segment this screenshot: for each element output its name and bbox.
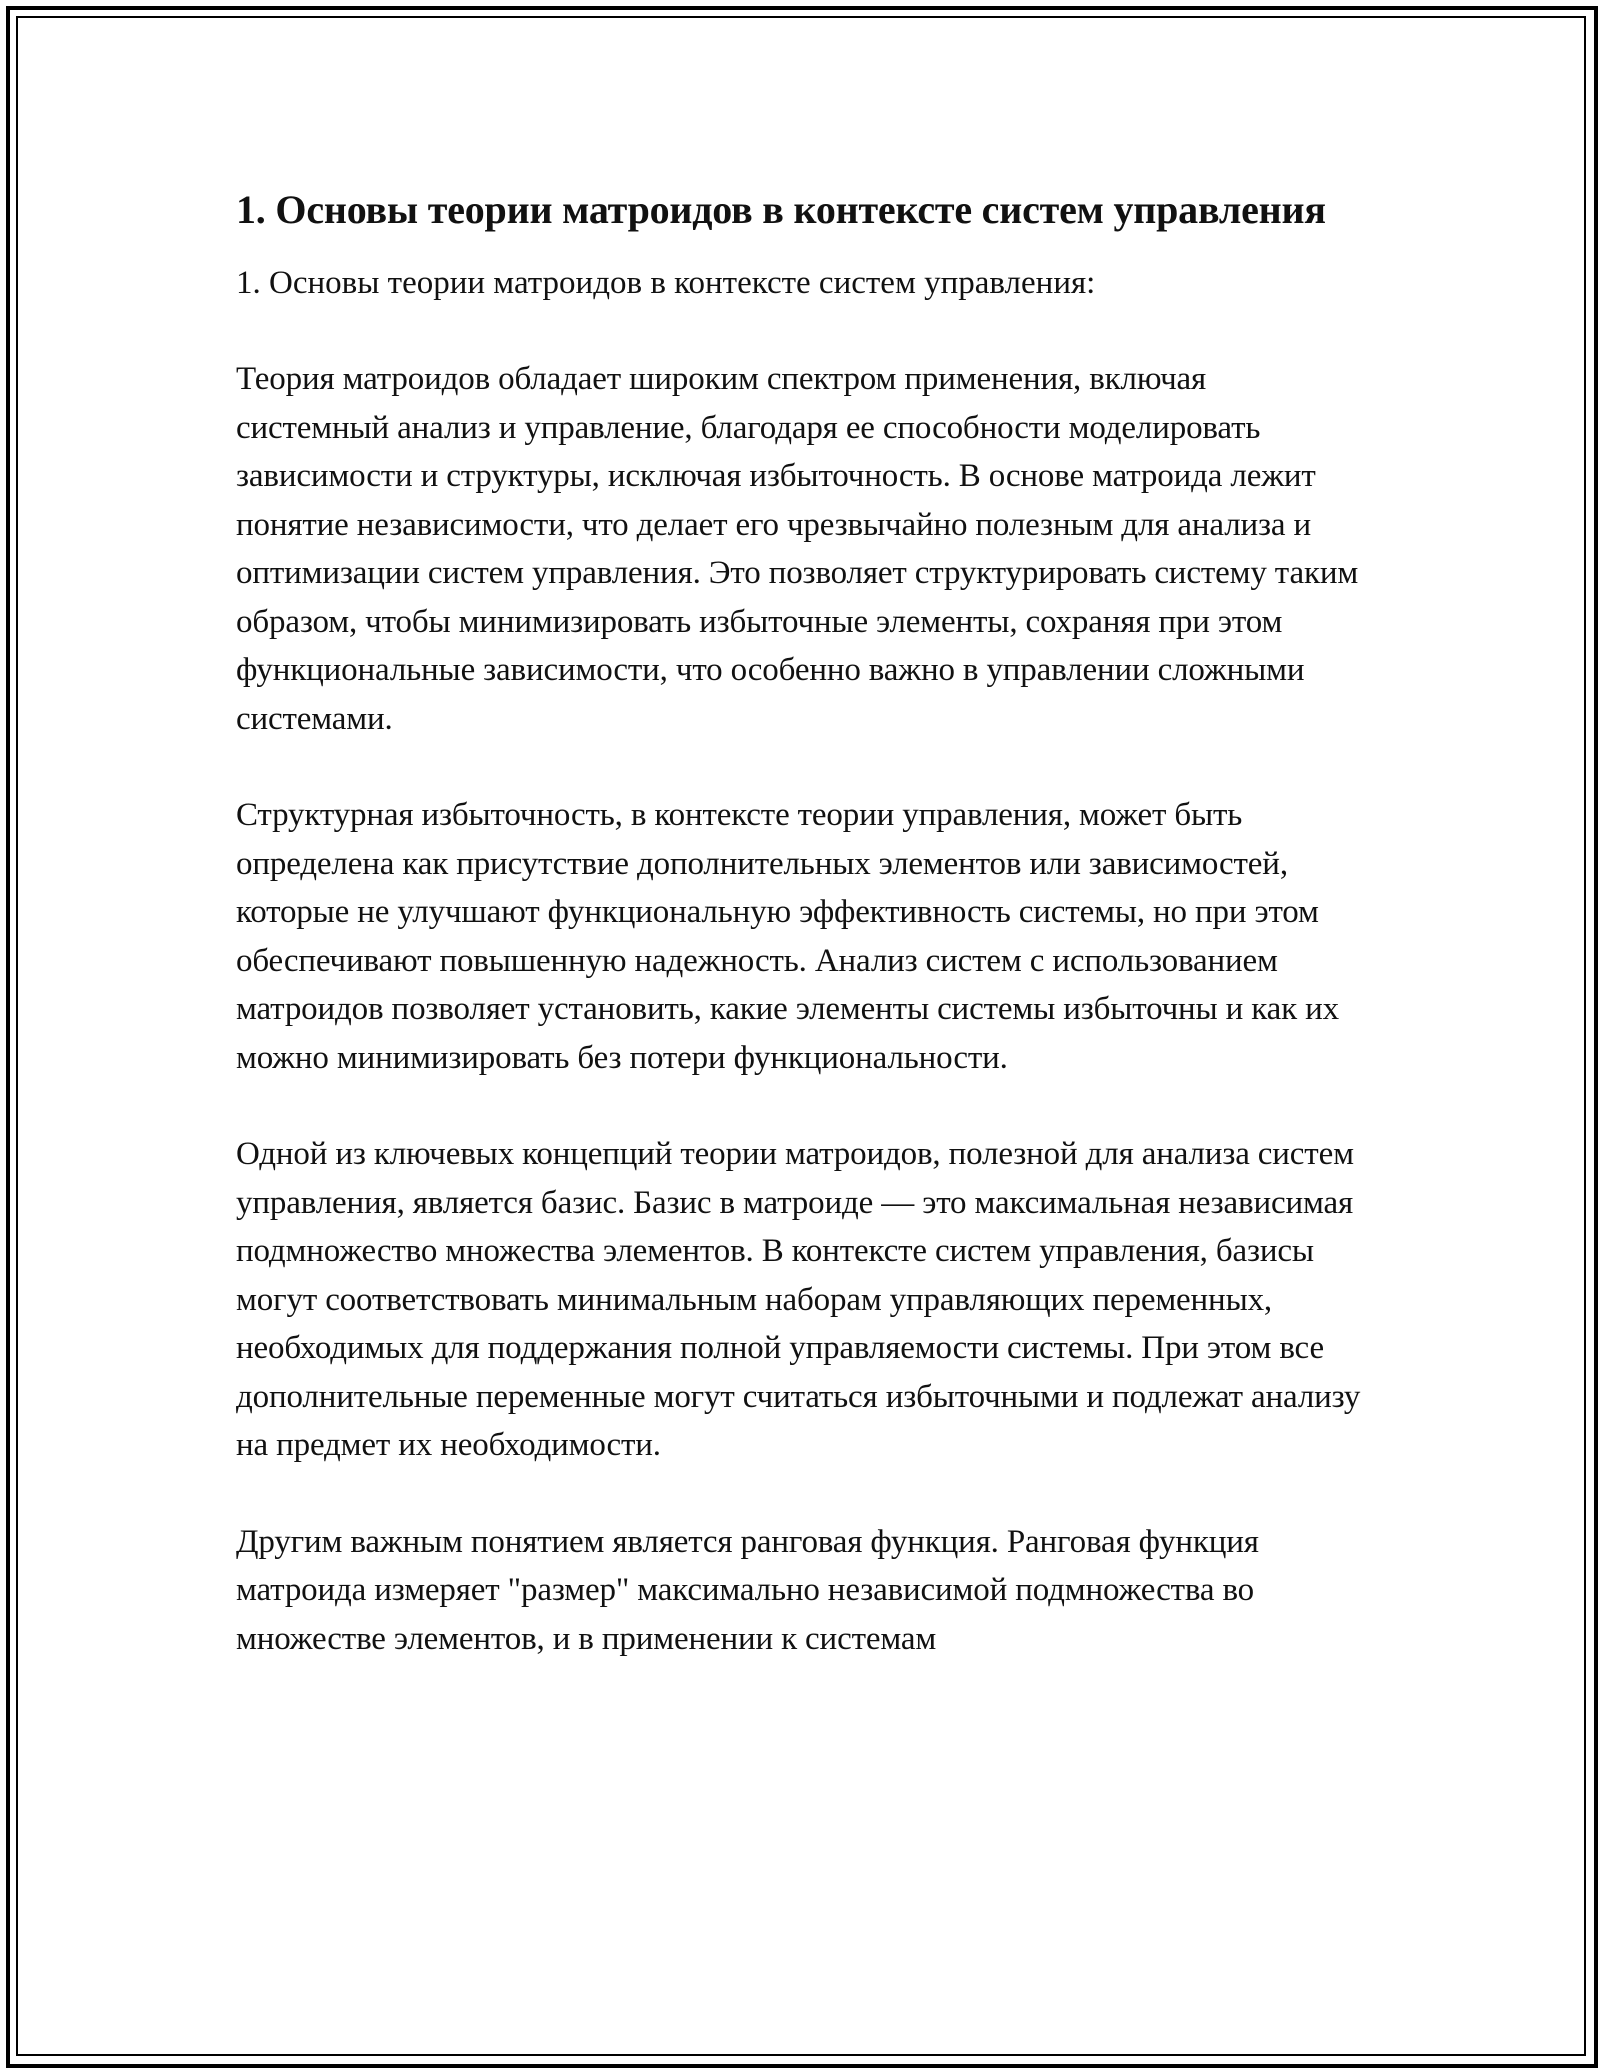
section-heading: 1. Основы теории матроидов в контексте систем управления xyxy=(236,187,1326,232)
paragraph-3: Одной из ключевых концепций теории матроидов, полезной для анализа систем управления, является базис. Базис в матроиде — это максимальная независимая подмножество множества элементов. В контексте систем управления, базисы могут соответствовать минимальным наборам управляющих переменных, необходимых для поддержания полной управляемости системы. При этом все дополнительные переменные могут считаться избыточными и подлежат анализу на предмет их необходимости. xyxy=(236,1136,1361,1463)
document-page xyxy=(236,183,1366,1663)
paragraph-1: Теория матроидов обладает широким спектром применения, включая системный анализ и управление, благодаря ее способности моделировать зависимости и структуры, исключая избыточность. В основе матроида лежит понятие независимости, что делает его чрезвычайно полезным для анализа и оптимизации систем управления. Это позволяет структурировать систему таким образом, чтобы минимизировать избыточные элементы, сохраняя при этом функциональные зависимости, что особенно важно в управлении сложными системами. xyxy=(236,361,1359,737)
section-intro-line: 1. Основы теории матроидов в контексте систем управления: xyxy=(236,265,1096,301)
paragraph-2: Структурная избыточность, в контексте теории управления, может быть определена как присутствие дополнительных элементов или зависимостей, которые не улучшают функциональную эффективность системы, но при этом обеспечивают повышенную надежность. Анализ систем с использованием матроидов позволяет установить, какие элементы системы избыточны и как их можно минимизировать без потери функциональности. xyxy=(236,797,1339,1076)
paragraph-4: Другим важным понятием является ранговая функция. Ранговая функция матроида измеряет "размер" максимально независимой подмножества во множестве элементов, и в применении к системам xyxy=(236,1523,1259,1657)
